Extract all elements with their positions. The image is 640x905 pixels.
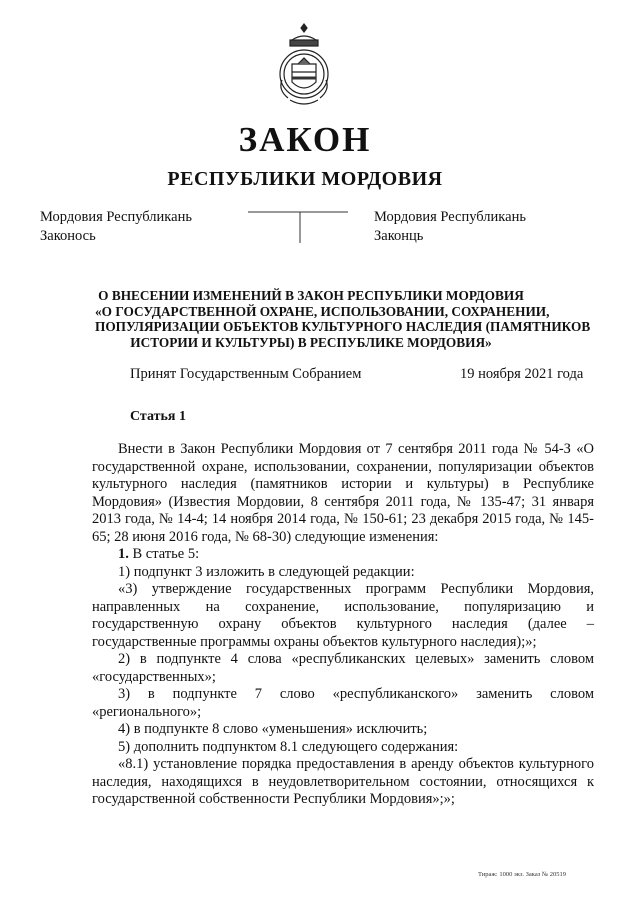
republic-subtitle: РЕСПУБЛИКИ МОРДОВИЯ	[167, 168, 443, 190]
heading-line: «О ГОСУДАРСТВЕННОЙ ОХРАНЕ, ИСПОЛЬЗОВАНИИ, СОХРАНЕНИИ,	[95, 303, 550, 319]
list-item: «8.1) установление порядка предоставления в аренду объектов культурного наследия, находящихся в неудовлетворительном состоянии, относящихся к государственной собственности Республики Мордовия»;»;	[92, 756, 594, 807]
article-body	[92, 441, 594, 809]
list-item: 5) дополнить подпунктом 8.1 следующего содержания:	[118, 738, 459, 755]
list-item: 1) подпункт 3 изложить в следующей редакции:	[118, 563, 415, 580]
section-1-paragraph	[92, 546, 594, 564]
list-item: 3) в подпункте 7 слово «республиканского» заменить словом «регионального»;	[92, 686, 594, 720]
law-title: ЗАКОН	[238, 120, 372, 159]
erzya-line-1: Мордовия Республикань	[374, 209, 526, 225]
article-title: Статья 1	[130, 409, 186, 424]
erzya-caption	[374, 208, 526, 246]
moksha-line-1: Мордовия Республикань	[40, 209, 192, 225]
heading-line: О ВНЕСЕНИИ ИЗМЕНЕНИЙ В ЗАКОН РЕСПУБЛИКИ МОРДОВИЯ	[98, 288, 524, 303]
law-heading	[95, 288, 591, 350]
moksha-caption	[40, 208, 192, 246]
adoption-label: Принят Государственным Собранием	[130, 366, 362, 382]
heading-line: ПОПУЛЯРИЗАЦИИ ОБЪЕКТОВ КУЛЬТУРНОГО НАСЛЕДИЯ (ПАМЯТНИКОВ	[95, 319, 591, 334]
heading-line: ИСТОРИИ И КУЛЬТУРЫ) В РЕСПУБЛИКЕ МОРДОВИЯ»	[130, 334, 492, 350]
adoption-date: 19 ноября 2021 года	[460, 366, 584, 382]
list-item: 2) в подпункте 4 слова «республиканских целевых» заменить словом «государственных»;	[92, 651, 594, 685]
erzya-line-2: Законць	[374, 228, 424, 244]
section-text: В статье 5:	[132, 546, 200, 562]
intro-paragraph: Внести в Закон Республики Мордовия от 7 сентября 2011 года № 54-З «О государственной охране, использовании, сохранении, популяризации объектов культурного наследия (памятников истории и культуры) в Республике Мордовия» (Известия Мордовии, 8 сентября 2011 года, № 135-47; 31 января 2013 года, № 14-4; 14 ноября 2014 года, № 150-61; 23 декабря 2015 года, № 145-65; 28 июня 2016 года, № 68-30) следующие изменения:	[92, 441, 594, 545]
moksha-line-2: Законось	[40, 228, 96, 244]
print-run-note: Тираж: 1000 экз. Заказ № 20519	[478, 871, 567, 878]
list-item: «3) утверждение государственных программ Республики Мордовия, направленных на сохранение, использование, популяризацию и государственную охрану объектов культурного наследия (далее – государственные программы охраны объектов культурного наследия);»;	[92, 581, 594, 650]
header-divider	[248, 209, 348, 244]
list-item: 4) в подпункте 8 слово «уменьшения» исключить;	[118, 721, 428, 737]
section-number: 1.	[118, 546, 129, 562]
coat-of-arms-emblem	[270, 22, 338, 114]
